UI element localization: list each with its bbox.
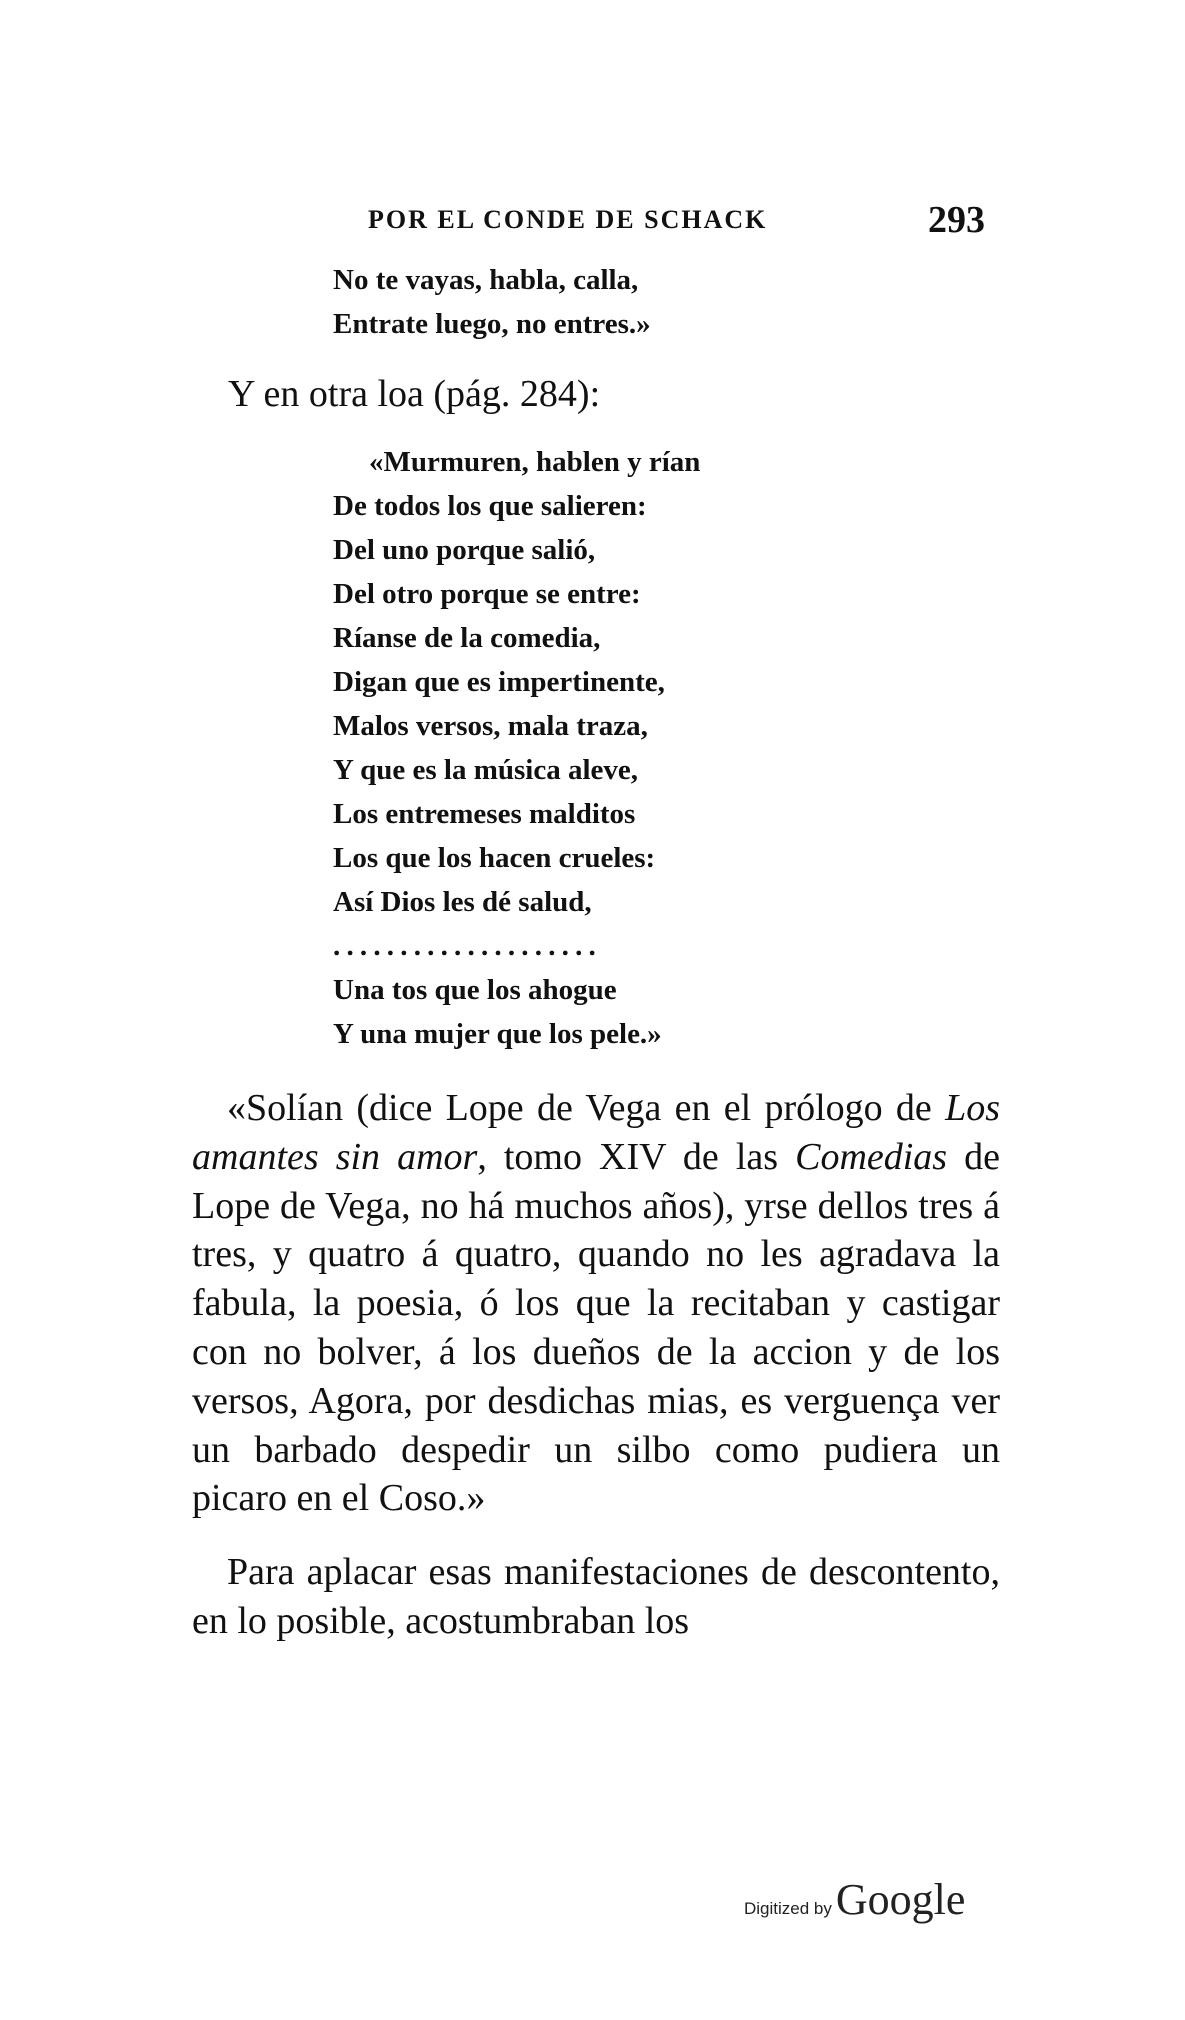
verse-line: Y que es la música aleve, [333,754,639,786]
verse-line: Entrate luego, no entres.» [333,308,651,340]
paragraph-text: de Lope de Vega, no há muchos años), yrse dellos tres á tres, y quatro á quatro, quando no les agradava la fabula, la poesia, ó los que la recitaban y castigar con no bolver, á los dueños de la accion y de los versos, Agora, por desdichas mias, es verguença ver un barbado despedir un silbo como pudiera un picaro en el Coso.» [192,1135,1001,1520]
paragraph-quote [192,1084,1000,1523]
work-title: Comedias [795,1135,948,1178]
verse-line: Ríanse de la comedia, [333,622,601,654]
verse-line: Del otro porque se entre: [333,578,641,610]
verse-line: Malos versos, mala traza, [333,710,648,742]
loa-intro: Y en otra loa (pág. 284): [228,373,601,415]
verse-line: Los entremeses malditos [333,798,636,830]
watermark-prefix: Digitized by [744,1899,832,1918]
digitization-watermark [744,1874,965,1925]
verse-block-2 [333,440,700,1056]
verse-block-1 [333,258,651,346]
verse-line: No te vayas, habla, calla, [333,264,639,296]
running-head: POR EL CONDE DE SCHACK [368,205,768,234]
verse-line: Una tos que los ahogue [333,974,617,1006]
verse-line: Los que los hacen crueles: [333,842,656,874]
verse-line: De todos los que salieren: [333,490,647,522]
paragraph-text: «Solían (dice Lope de Vega en el prólogo de [227,1087,946,1129]
verse-line: Digan que es impertinente, [333,666,665,698]
verse-line: Del uno porque salió, [333,534,596,566]
work-title: Los amantes sin amor [192,1087,1000,1178]
verse-line: Y una mujer que los pele.» [333,1018,662,1050]
paragraph-text: , tomo XIV de las [477,1135,796,1178]
verse-line: «Murmuren, hablen y rían [369,446,701,478]
verse-line: Así Dios les dé salud, [333,886,592,918]
paragraph-body: Para aplacar esas manifestaciones de descontento, en lo posible, acostumbraban los [192,1551,1000,1642]
ellipsis-line: .................... [333,930,602,962]
page-number: 293 [928,199,985,241]
google-logo: Google [835,1875,966,1924]
